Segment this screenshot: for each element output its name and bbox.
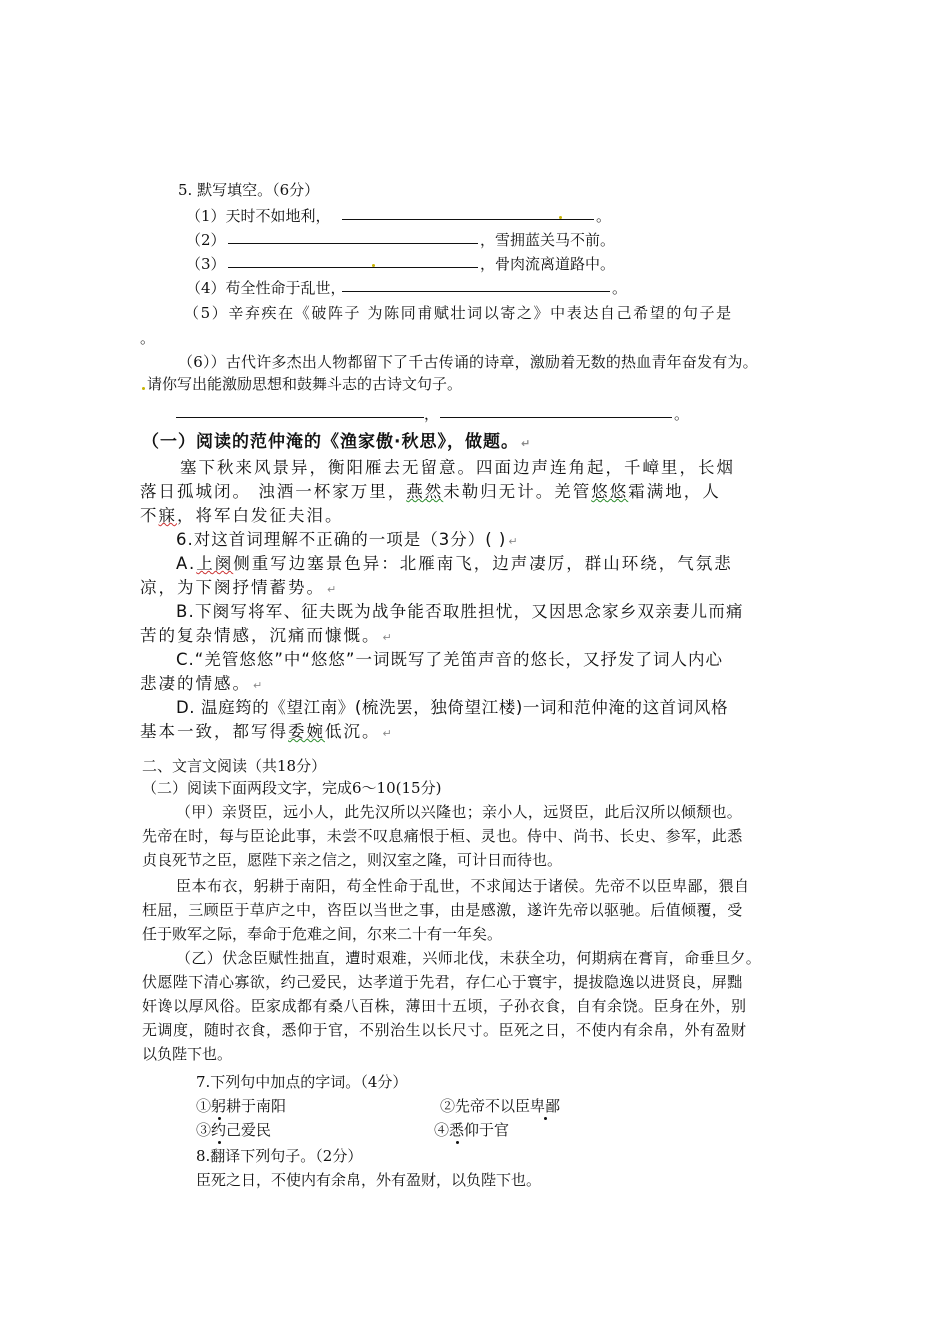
q8-title: 8.翻译下列句子。（2分） (196, 1147, 363, 1165)
q5-blank-6b[interactable] (440, 417, 672, 418)
yellow-dot-mark (142, 387, 145, 390)
passage-b-line-4: 无调度，随时衣食，悉仰于官，不别治生以长尺寸。臣死之日，不使内有余帛，外有盈财 (142, 1021, 747, 1039)
passage-a-line-5: 枉屈，三顾臣于草庐之中，咨臣以当世之事，由是感激，遂许先帝以驱驰。后值倾覆，受 (142, 901, 743, 919)
q6-title: 6.对这首词理解不正确的一项是（3分）( ) ↵ (176, 530, 519, 549)
poem-line-1: 塞下秋来风景异，衡阳雁去无留意。四面边声连角起，千嶂里，长烟 (180, 458, 735, 477)
passage-a-line-4: 臣本布衣，躬耕于南阳，苟全性命于乱世，不求闻达于诸侯。先帝不以臣卑鄙，猥自 (176, 877, 750, 895)
q5-line4-end: 。 (612, 279, 628, 297)
q7-item-3: ③约己爱民 (196, 1121, 272, 1139)
q5-line5: （5）辛弃疾在《破阵子 为陈同甫赋壮词以寄之》中表达自己希望的句子是 (184, 304, 733, 322)
q5-line5-end: 。 (140, 329, 156, 347)
q5-line6: （6））古代许多杰出人物都留下了千古传诵的诗章，激励着无数的热血青年奋发有为。 (178, 353, 758, 371)
q6-option-c-cont: 悲凄的情感。 ↵ (140, 674, 265, 693)
q6-option-b-cont: 苦的复杂情感，沉痛而慷慨。 ↵ (140, 626, 394, 645)
section-two-title: 二、文言文阅读（共18分） (142, 757, 327, 775)
q7-item-4: ④悉仰于官 (434, 1121, 510, 1139)
passage-b-line-3: 奸谗以厚风俗。臣家成都有桑八百株，薄田十五顷，子孙衣食，自有余饶。臣身在外，别 (142, 997, 747, 1015)
q5-line6-cont: 请你写出能激励思想和鼓舞斗志的古诗文句子。 (147, 375, 463, 393)
passage-a-line-6: 任于败军之际，奉命于危难之间，尔来二十有一年矣。 (142, 925, 503, 943)
q8-sentence: 臣死之日，不使内有余帛，外有盈财，以负陛下也。 (196, 1171, 542, 1189)
q7-title: 7.下列句中加点的字词。（4分） (196, 1073, 408, 1091)
q5-blank-4[interactable] (342, 291, 610, 292)
passage-a-line-1: （甲）亲贤臣，远小人，此先汉所以兴隆也；亲小人，远贤臣，此后汉所以倾颓也。 (176, 803, 743, 821)
q7-item-2: ②先帝不以臣卑鄙 (440, 1097, 561, 1115)
q5-line1-prefix: （1）天时不如地利， (186, 207, 331, 225)
q6-option-d-cont: 基本一致，都写得委婉低沉。 ↵ (140, 722, 394, 741)
q5-line3-suffix: ，骨肉流离道路中。 (480, 255, 616, 273)
poem-heading: （一）阅读的范仲淹的《渔家傲·秋思》，做题。 ↵ (142, 432, 532, 452)
q5-line3-prefix: （3） (186, 255, 226, 273)
q6-option-c: C.“羌管悠悠”中“悠悠”一词既写了羌笛声音的悠长，又抒发了词人内心 (176, 650, 723, 669)
q5-blank-6a[interactable] (176, 417, 424, 418)
q5-line2-suffix: ，雪拥蓝关马不前。 (480, 231, 616, 249)
passage-a-line-2: 先帝在时，每与臣论此事，未尝不叹息痛恨于桓、灵也。侍中、尚书、长史、参军，此悉 (142, 827, 743, 845)
q5-line2-prefix: （2） (186, 231, 226, 249)
passage-a-line-3: 贞良死节之臣，愿陛下亲之信之，则汉室之隆，可计日而待也。 (142, 851, 563, 869)
q5-blank-3[interactable] (228, 267, 478, 268)
q5-line1-end: 。 (596, 207, 612, 225)
yellow-dot-mark (372, 264, 375, 267)
q5-blank-period: 。 (674, 405, 690, 423)
yellow-dot-mark (559, 216, 562, 219)
q5-blank-comma: ， (424, 405, 440, 423)
q6-option-a: A.上阕侧重写边塞景色异：北雁南飞，边声凄厉，群山环绕，气氛悲 (176, 554, 733, 573)
section-two-subtitle: （二）阅读下面两段文字，完成6～10(15分) (142, 779, 442, 797)
q5-blank-2[interactable] (228, 243, 478, 244)
poem-line-2: 落日孤城闭。 浊酒一杯家万里，燕然未勒归无计。羌管悠悠霜满地，人 (140, 482, 721, 501)
q5-line4-prefix: （4）苟全性命于乱世， (186, 279, 346, 297)
passage-b-line-5: 以负陛下也。 (142, 1045, 233, 1063)
q5-title: 5. 默写填空。（6分） (178, 181, 320, 199)
passage-b-line-2: 伏愿陛下清心寡欲，约己爱民，达孝道于先君，存仁心于寰宇，提拔隐逸以进贤良，屏黜 (142, 973, 743, 991)
q6-option-d: D. 温庭筠的《望江南》(梳洗罢，独倚望江楼)一词和范仲淹的这首词风格 (176, 698, 729, 717)
q5-blank-1[interactable] (342, 219, 594, 220)
q6-option-b: B.下阕写将军、征夫既为战争能否取胜担忧，又因思念家乡双亲妻儿而痛 (176, 602, 744, 621)
q6-option-a-cont: 凉，为下阕抒情蓄势。 ↵ (140, 578, 339, 597)
q7-item-1: ①躬耕于南阳 (196, 1097, 287, 1115)
passage-b-line-1: （乙）伏念臣赋性拙直，遭时艰难，兴师北伐，未获全功，何期病在膏肓，命垂旦夕。 (176, 949, 762, 967)
poem-line-3: 不寐，将军白发征夫泪。 (140, 506, 344, 525)
